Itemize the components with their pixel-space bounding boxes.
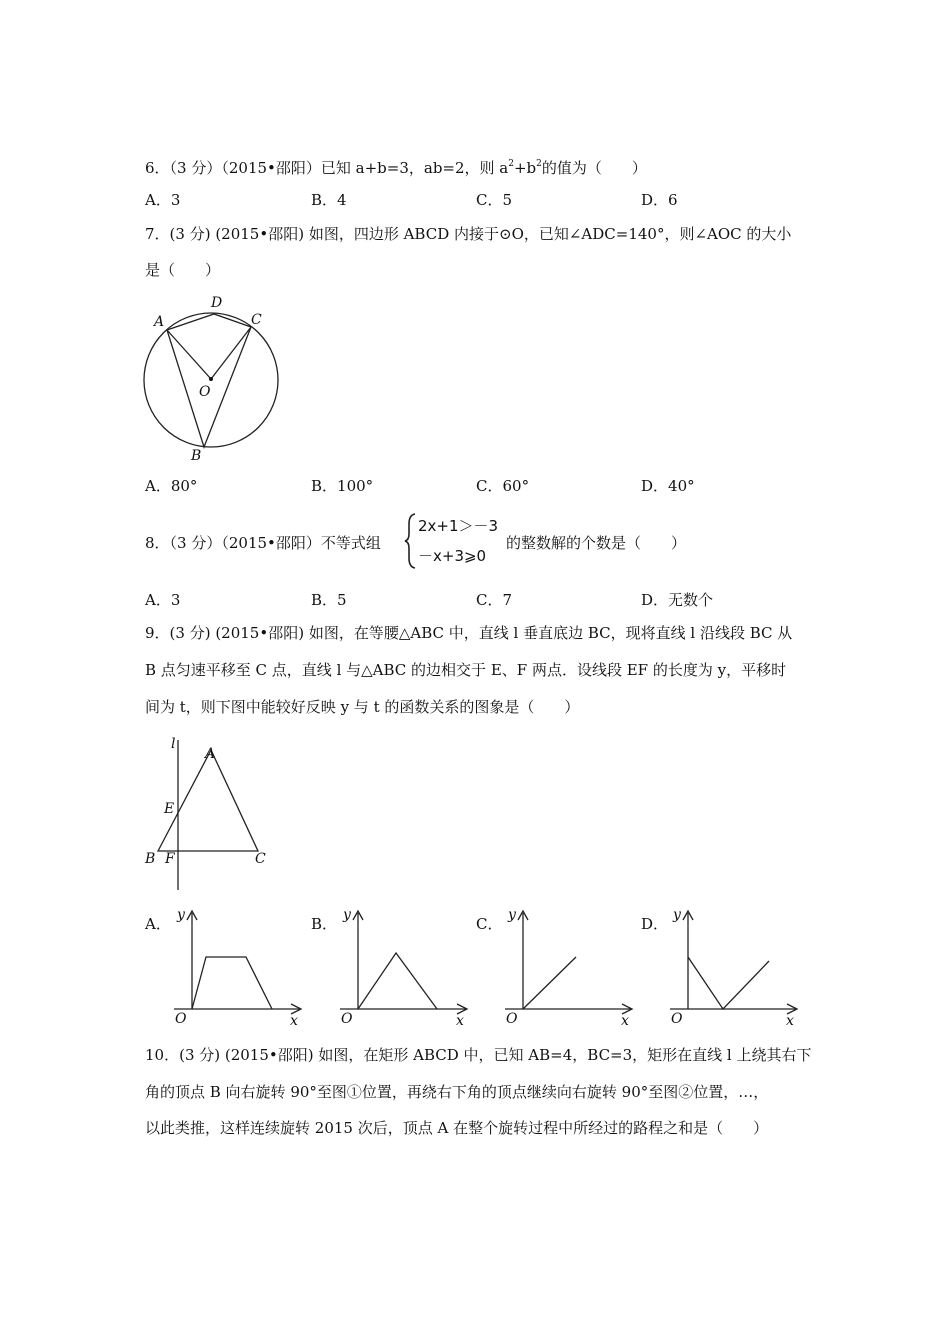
graph-c <box>499 905 639 1027</box>
label-b: B <box>191 448 202 464</box>
label-b: B <box>145 851 156 867</box>
origin-label: O <box>175 1011 187 1027</box>
q7-option-d: D．40° <box>641 477 695 495</box>
q9-stem-line1: 9．(3 分) (2015•邵阳) 如图，在等腰△ABC 中，直线 l 垂直底边 BC，现将直线 l 沿线段 BC 从 <box>145 624 793 642</box>
q9-option-b: B． <box>311 915 338 933</box>
axis-y-label: y <box>673 907 681 923</box>
graph-b-curve <box>358 953 437 1009</box>
label-a: A <box>154 314 165 330</box>
q8-stem-prefix: 8．（3 分）（2015•邵阳）不等式组 <box>145 534 381 552</box>
label-d: D <box>211 295 223 311</box>
q7-option-c: C．60° <box>476 477 530 495</box>
label-f: F <box>165 851 175 867</box>
center-dot <box>209 377 213 381</box>
label-c: C <box>251 312 262 328</box>
origin-label: O <box>671 1011 683 1027</box>
graph-b <box>334 905 474 1027</box>
label-e: E <box>164 801 175 817</box>
q7-stem-line2: 是（ ） <box>145 261 221 279</box>
q7-stem-line1: 7．(3 分) (2015•邵阳) 如图，四边形 ABCD 内接于⊙O，已知∠ADC=140°，则∠AOC 的大小 <box>145 225 792 243</box>
q8-inequality-2: －x+3⩾0 <box>418 547 487 565</box>
q10-stem-line3: 以此类推，这样连续旋转 2015 次后，顶点 A 在整个旋转过程中所经过的路程之和是（ ） <box>145 1119 769 1137</box>
graph-c-curve <box>523 957 576 1009</box>
q9-stem-line2: B 点匀速平移至 C 点，直线 l 与△ABC 的边相交于 E、F 两点．设线段 EF 的长度为 y，平移时 <box>145 661 787 679</box>
q9-option-a: A． <box>145 915 171 933</box>
q6-stem: 6．（3 分）（2015•邵阳）已知 a+b=3，ab=2，则 $a^2+b^2$的值为（ ） <box>145 159 647 177</box>
label-c: C <box>255 851 266 867</box>
q9-stem-line3: 间为 t，则下图中能较好反映 y 与 t 的函数关系的图象是（ ） <box>145 698 580 716</box>
graph-d <box>664 905 804 1027</box>
graph-a <box>168 905 308 1027</box>
axis-y-label: y <box>343 907 351 923</box>
axis-x-label: x <box>290 1013 298 1027</box>
chord-adc <box>167 314 251 330</box>
brace-icon <box>404 512 418 570</box>
label-o: O <box>199 384 211 400</box>
origin-label: O <box>506 1011 518 1027</box>
label-l: l <box>171 736 176 752</box>
q9-option-c: C． <box>476 915 503 933</box>
q7-option-a: A．80° <box>145 477 198 495</box>
axis-x-label: x <box>456 1013 464 1027</box>
graph-a-curve <box>192 957 272 1009</box>
q7-circle-figure <box>135 290 295 465</box>
q9-option-d: D． <box>641 915 669 933</box>
q8-inequality-1: 2x+1＞－3 <box>418 517 499 535</box>
q8-option-b: B．5 <box>311 591 347 609</box>
axis-x-label: x <box>621 1013 629 1027</box>
q9-triangle-figure <box>138 732 278 894</box>
q6-option-d: D．6 <box>641 191 678 209</box>
axis-y-label: y <box>177 907 185 923</box>
axis-y-label: y <box>508 907 516 923</box>
q7-option-b: B．100° <box>311 477 374 495</box>
q8-stem-suffix: 的整数解的个数是（ ） <box>506 534 687 552</box>
q6-option-b: B．4 <box>311 191 347 209</box>
q6-option-c: C．5 <box>476 191 513 209</box>
axis-x-label: x <box>786 1013 794 1027</box>
q10-stem-line1: 10．(3 分) (2015•邵阳) 如图，在矩形 ABCD 中，已知 AB=4，BC=3，矩形在直线 l 上绕其右下 <box>145 1046 812 1064</box>
q6-option-a: A．3 <box>145 191 181 209</box>
graph-d-curve <box>688 957 769 1009</box>
q8-option-c: C．7 <box>476 591 513 609</box>
q8-option-d: D．无数个 <box>641 591 714 609</box>
origin-label: O <box>341 1011 353 1027</box>
q10-stem-line2: 角的顶点 B 向右旋转 90°至图①位置，再绕右下角的顶点继续向右旋转 90°至图②位置，…， <box>145 1083 769 1101</box>
label-a: A <box>205 746 216 762</box>
q8-option-a: A．3 <box>145 591 181 609</box>
